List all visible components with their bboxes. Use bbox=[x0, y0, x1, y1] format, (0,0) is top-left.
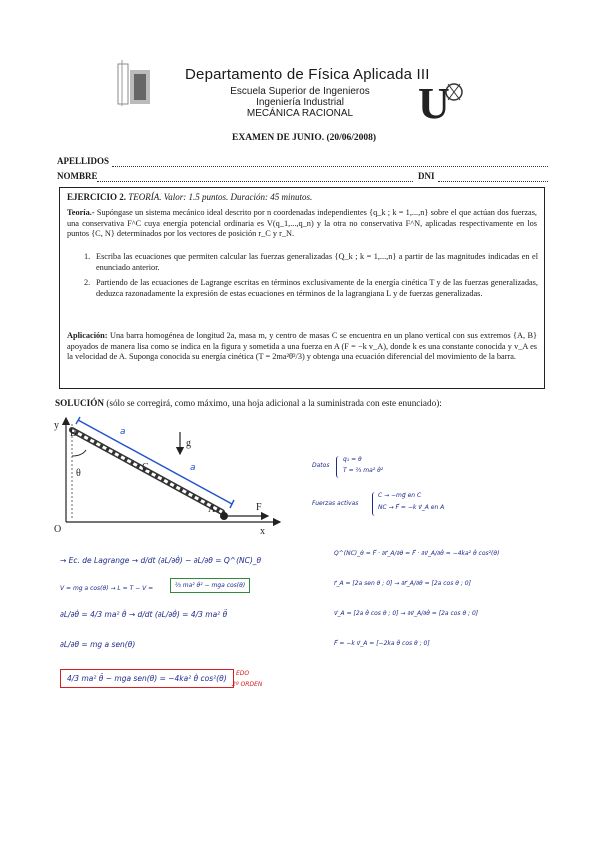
department-title: Departamento de Física Aplicada III bbox=[185, 66, 430, 83]
force-label: F bbox=[256, 502, 262, 513]
solution-note: (sólo se corregirá, como máximo, una hoja adicional a la suministrada con este enunciado): bbox=[104, 398, 442, 408]
lagrange-equation: → Ec. de Lagrange → d/dt (∂L/∂θ̇) − ∂L/∂θ = Q^(NC)_θ bbox=[60, 556, 262, 565]
generalized-force-line: Q^(NC)_θ = F⃗ · ∂r⃗_A/∂θ = F⃗ · ∂v⃗_A/∂θ̇ = −4ka² θ̇ cos²(θ) bbox=[334, 550, 500, 557]
x-label: x bbox=[260, 526, 265, 537]
logo-letter: U bbox=[418, 79, 450, 124]
datos-label: Datos bbox=[312, 462, 330, 469]
university-seal bbox=[112, 60, 156, 108]
point-a-label: A bbox=[208, 504, 216, 515]
item-1-number: 1. bbox=[84, 252, 91, 261]
exercise-number: EJERCICIO 2. bbox=[67, 192, 127, 202]
bar-figure bbox=[50, 410, 290, 540]
aplicacion-label: Aplicación: bbox=[67, 331, 108, 340]
item-2-number: 2. bbox=[84, 278, 91, 287]
point-c-label: C bbox=[142, 462, 149, 473]
teoria-label: Teoría.- bbox=[67, 208, 95, 217]
exam-title: EXAMEN DE JUNIO. (20/06/2008) bbox=[232, 133, 377, 143]
aplicacion-paragraph bbox=[67, 331, 537, 363]
school-line-3: MECÁNICA RACIONAL bbox=[246, 108, 354, 119]
length-label-1: a bbox=[120, 427, 126, 437]
fuerzas-line-2: NC → F⃗ = −k v⃗_A en A bbox=[378, 504, 445, 511]
origin-label: O bbox=[54, 524, 62, 535]
dni-input-line[interactable] bbox=[438, 172, 548, 182]
force-line: F⃗ = −k v⃗_A = [−2ka θ̇ cos θ ; 0] bbox=[334, 640, 430, 647]
solution-heading bbox=[55, 398, 442, 408]
dl-dthetadot-line: ∂L/∂θ̇ = 4/3 ma² θ̇ → d/dt (∂L/∂θ̇) = 4/3 ma² θ̈ bbox=[60, 610, 228, 619]
va-line: v⃗_A = [2a θ̇ cos θ ; 0] → ∂v⃗_A/∂θ̇ = [2a cos θ ; 0] bbox=[334, 610, 479, 617]
lagrangian-box: ⅔ ma² θ̇² − mga cos(θ) bbox=[170, 578, 250, 593]
fuerzas-label: Fuerzas activas bbox=[312, 500, 359, 507]
exercise-meta: TEORÍA. Valor: 1.5 puntos. Duración: 45 minutos. bbox=[128, 192, 313, 202]
ra-line: r⃗_A = [2a sen θ ; 0] → ∂r⃗_A/∂θ = [2a cos θ ; 0] bbox=[334, 580, 471, 587]
aplicacion-text: Una barra homogénea de longitud 2a, masa m, y centro de masas C se encuentra en un plano vertical con sus extremos {A, B} apoyados de manera lisa como se indica en la figura y sometida a una fuerza en A (F = −k v_A), donde k es una constante conocida y v_A es la velocidad de A. Suponga conocida su energía cinética (T = 2ma²θ̇²/3) y obtenga una ecuación diferencial del movimiento de la barra. bbox=[67, 331, 537, 362]
datos-line-2: T = ⅔ ma² θ̇² bbox=[343, 467, 384, 474]
nombre-label: NOMBRE bbox=[57, 171, 98, 181]
datos-brace bbox=[336, 456, 342, 478]
university-logo bbox=[416, 74, 466, 124]
point-b-label: B bbox=[70, 428, 77, 439]
y-label: y bbox=[54, 420, 59, 431]
school-line-1: Escuela Superior de Ingenieros bbox=[230, 86, 370, 97]
school-line-2: Ingeniería Industrial bbox=[256, 97, 344, 108]
apellidos-input-line[interactable] bbox=[112, 157, 548, 167]
teoria-paragraph bbox=[67, 208, 537, 240]
final-equation-box: 4/3 ma² θ̈ − mga sen(θ) = −4ka² θ̇ cos²(θ) bbox=[60, 669, 234, 688]
edo-note-1: EDO bbox=[236, 670, 250, 677]
nombre-input-line[interactable] bbox=[97, 172, 413, 182]
exercise-box bbox=[59, 187, 545, 389]
item-1-text: Escriba las ecuaciones que permiten calcular las fuerzas generalizadas {Q_k ; k = 1,...,n} a partir de las magnitudes indicadas en el enunciado anterior. bbox=[96, 252, 538, 272]
gravity-label: g bbox=[186, 438, 191, 449]
datos-line-1: q₁ = θ bbox=[343, 456, 362, 463]
length-label-2: a bbox=[190, 463, 196, 473]
theta-label: θ bbox=[76, 468, 81, 479]
potential-line: V = mg a cos(θ) → L = T − V = bbox=[60, 585, 154, 592]
solution-label: SOLUCIÓN bbox=[55, 398, 105, 408]
teoria-text: Supóngase un sistema mecánico ideal descrito por n coordenadas independientes {q_k ; k = 1,...,n} sobre el que actúan dos fuerzas, una conservativa F^C cuya energía potencial ordinaria es V(q_1,...,q_n) y la otra no conservativa F^N, aplicadas respectivamente en los puntos {C, N} determinados por los vectores de posición r_C y r_N. bbox=[67, 208, 537, 239]
exercise-heading bbox=[67, 192, 312, 202]
item-2-text: Partiendo de las ecuaciones de Lagrange escritas en términos exclusivamente de la energía cinética T y de las fuerzas generalizadas, deduzca razonadamente la expresión de estas ecuaciones en términos de la lagrangiana L y de fuerzas generalizadas. bbox=[96, 278, 538, 298]
apellidos-label: APELLIDOS bbox=[57, 156, 110, 166]
dl-dtheta-line: ∂L/∂θ = mg a sen(θ) bbox=[60, 640, 136, 649]
length-marker bbox=[78, 420, 232, 504]
edo-note-2: 2º ORDEN bbox=[232, 681, 263, 688]
fuerzas-line-1: C → −mg⃗ en C bbox=[378, 492, 422, 499]
dni-label: DNI bbox=[418, 171, 435, 181]
